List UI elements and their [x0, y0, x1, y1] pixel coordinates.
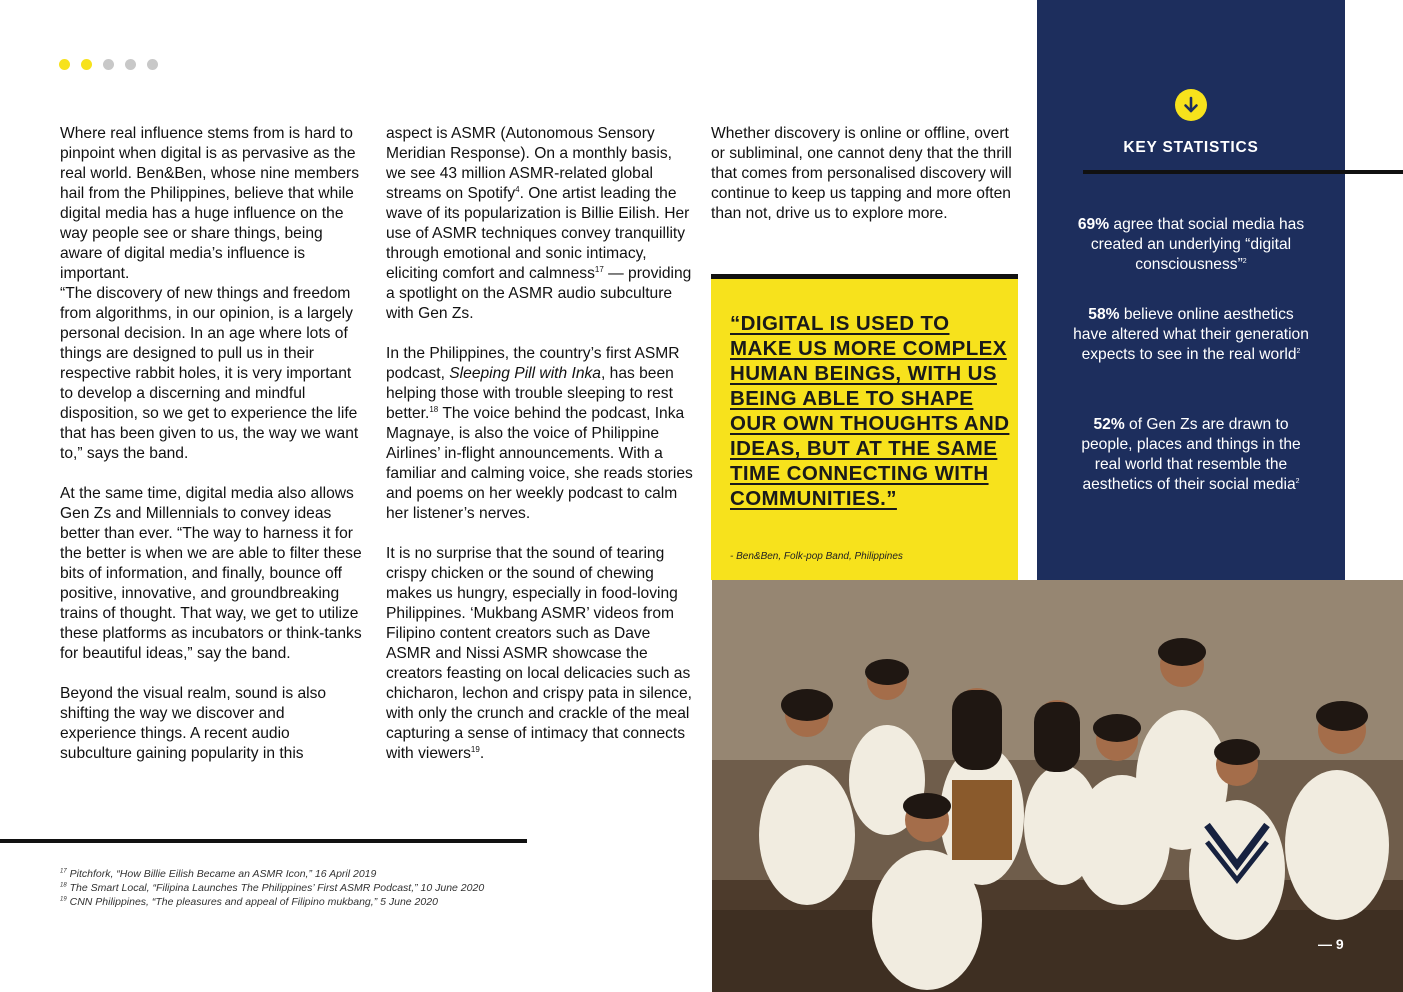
text-column-1 [60, 124, 365, 784]
text-column-2 [386, 124, 696, 784]
pull-quote: “DIGITAL IS USED TO MAKE US MORE COMPLEX HUMAN BEINGS, WITH US BEING ABLE TO SHAPE OUR OWN THOUGHTS AND IDEAS, BUT AT THE SAME TIME CONNECTING WITH COMMUNITIES.” [730, 312, 1010, 510]
arrow-down-icon [1175, 89, 1207, 121]
paragraph: Beyond the visual realm, sound is also shifting the way we discover and experience things. A recent audio subculture gaining popularity in this [60, 685, 327, 762]
stat-item: 52% of Gen Zs are drawn to people, places and things in the real world that resemble the aesthetics of their social media$^2$ [1081, 416, 1301, 493]
paragraph: “The discovery of new things and freedom from algorithms, in our opinion, is a largely personal decision. In an age where lots of things are designed to pull us in their respective rabbit holes, it is very important to develop a discerning and mindful disposition, so we get to experience the life that has been given to us, the way we want to,” says the band. [60, 285, 359, 462]
progress-dot [59, 59, 70, 70]
footnote: $^{19}$ CNN Philippines, “The pleasures and appeal of Filipino mukbang,” 5 June 2020 [60, 896, 438, 908]
stat-item: 69% agree that social media has created an underlying “digital consciousness”$^2$ [1077, 216, 1305, 273]
stats-title: KEY STATISTICS [1123, 139, 1259, 156]
divider [1083, 170, 1403, 174]
text-column-3 [711, 124, 1021, 244]
stat-item: 58% believe online aesthetics have altered what their generation expects to see in the real world$^2$ [1073, 306, 1309, 363]
paragraph: At the same time, digital media also allows Gen Zs and Millennials to convey ideas better than ever. “The way to harness it for the better is when we are able to filter these bits of information, and finally, bounce off positive, innovative, and groundbreaking trains of thought. That way, we get to utilize these platforms as incubators or think-tanks for beautiful ideas,” say the band. [60, 485, 362, 662]
paragraph: Whether discovery is online or offline, overt or subliminal, one cannot deny that the thrill that comes from personalised discovery will continue to keep us tapping and more often than not, drive us to explore more. [711, 125, 1012, 222]
page-number: — 9 [1318, 936, 1344, 952]
progress-dot [147, 59, 158, 70]
paragraph: In the Philippines, the country’s first ASMR podcast, Sleeping Pill with Inka, has been helping those with trouble sleeping to rest better.$^{18}$ The voice behind the podcast, Inka Magnaye, is also the voice of Philippine Airlines’ in-flight announcements. With a familiar and calming voice, she reads stories and poems on her weekly podcast to calm her listener’s nerves. [386, 345, 693, 522]
paragraph: Where real influence stems from is hard to pinpoint when digital is as pervasive as the real world. Ben&Ben, whose nine members hail from the Philippines, believe that while digital media has a huge influence on the way people see or share things, being aware of digital media’s influence is important. [60, 125, 360, 282]
footnotes [60, 867, 484, 909]
quote-attribution: - Ben&Ben, Folk-pop Band, Philippines [730, 551, 903, 562]
page-progress-dots [59, 59, 158, 70]
paragraph: It is no surprise that the sound of tearing crispy chicken or the sound of chewing makes us hungry, especially in food-loving Philippines. ‘Mukbang ASMR’ videos from Filipino content creators such as Dave ASMR and Nissi ASMR showcase the creators feasting on local delicacies such as chicharon, lechon and crispy pata in silence, with only the crunch and crackle of the meal capturing a sense of intimacy that connects with viewers$^{19}$. [386, 545, 692, 762]
footnote: $^{18}$ The Smart Local, “Filipina Launches The Philippines’ First ASMR Podcast,” 10 June 2020 [60, 882, 485, 894]
progress-dot [125, 59, 136, 70]
band-group-photo [712, 580, 1403, 992]
footnote: $^{17}$ Pitchfork, “How Billie Eilish Became an ASMR Icon,” 16 April 2019 [60, 868, 377, 880]
progress-dot [81, 59, 92, 70]
photo-illustration [712, 580, 1403, 992]
progress-dot [103, 59, 114, 70]
paragraph: aspect is ASMR (Autonomous Sensory Meridian Response). On a monthly basis, we see 43 million ASMR-related global streams on Spotify$^4$. One artist leading the wave of its popularization is Billie Eilish. Her use of ASMR techniques convey tranquillity through emotional and sonic intimacy, eliciting comfort and calmness$^{17}$ — providing a spotlight on the ASMR audio subculture with Gen Zs. [386, 125, 692, 322]
pull-quote-box [711, 274, 1018, 580]
divider [0, 839, 527, 843]
